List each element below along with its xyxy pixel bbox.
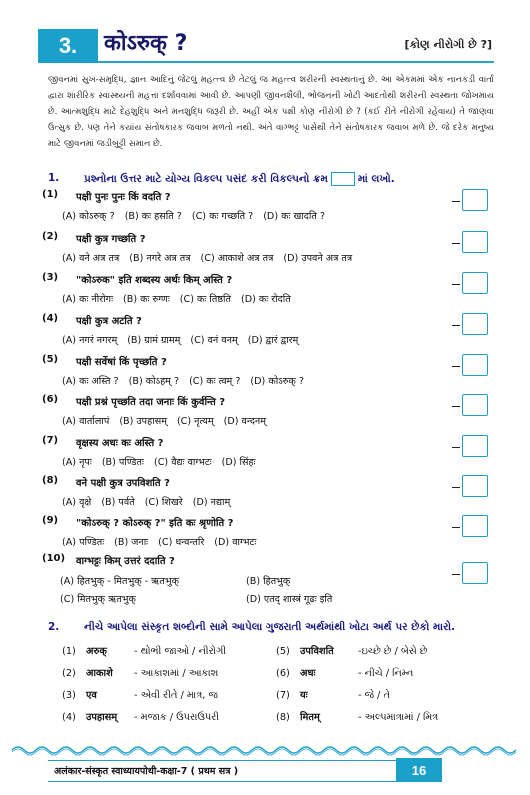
option-b: (B) पण्डितः [101,457,144,468]
option-a: (A) कः नीरोगः [62,294,114,305]
question-text: वने पक्षी कुत्र उपविशति ? [76,478,170,489]
option-b: (B) नगरे अत्र तत्र [129,253,191,264]
question-text: "कोऽरुक् ? कोऽरुक् ?" इति कः श्रृणोति ? [76,518,234,529]
option-d: (D) सिंहः [221,457,256,468]
vocab-number: (3) [62,690,76,701]
question-text: पक्षी कुत्र गच्छति ? [76,234,146,245]
option-d: (D) एतद् शास्त्रं गूढः इति [246,594,333,605]
option-d: (D) द्वारं द्वारम् [247,335,299,346]
vocab-word: उपहासम् [86,712,118,723]
answer-dash [452,366,460,367]
vocab-word: यः [300,690,308,701]
vocab-word: अरुक् [86,646,107,657]
question-8 [42,475,452,515]
vocab-meaning[interactable]: - નીચે / નિમ્ન [358,668,414,679]
section-2-heading [48,621,494,637]
option-d: (D) वाग्भटः [214,537,257,548]
answer-dash [452,487,460,488]
vocab-number: (5) [276,646,290,657]
question-9 [42,515,452,555]
answer-dash [452,284,460,285]
vocab-item [276,644,427,657]
option-a: (A) हितभुक् - मितभुक् - ऋतभुक् [60,576,179,587]
question-number: (8) [42,475,59,486]
question-options [62,209,335,222]
chapter-title: कोऽरुक् ? [104,31,188,56]
question-7 [42,435,452,475]
vocab-number: (1) [62,646,76,657]
inline-answer-box [331,172,355,186]
option-b: (B) ग्रामं ग्रामम् [127,335,181,346]
option-a: (A) नगरं नगरम् [62,335,118,346]
vocab-meaning[interactable]: - એવી રીતે / માત્ર, જ [134,690,218,701]
vocab-meaning[interactable]: - અલ્પમાત્રામાં / મિત્ર [358,712,439,723]
question-number: (6) [42,394,59,405]
question-number: (9) [42,515,59,526]
section-1-heading [48,172,494,188]
question-text: वाग्भट्टः किम् उत्तरं ददाति ? [76,556,175,567]
question-options [62,374,314,387]
answer-dash [452,325,460,326]
option-c: (C) धन्वन्तरि [158,537,205,548]
answer-box-6[interactable] [462,394,488,416]
vocab-meaning[interactable]: - જે / તે [358,690,390,701]
option-c: (C) वनं वनम् [190,335,238,346]
question-options [62,535,266,548]
option-a: (A) कः अस्ति ? [62,376,119,387]
answer-dash [452,527,460,528]
option-b: (B) जनाः [114,537,149,548]
option-d: (D) कः खादति ? [263,211,325,222]
question-3 [42,272,452,312]
answer-dash [452,447,460,448]
vocab-item [276,666,413,679]
vocab-item [62,710,219,723]
vocab-item [62,666,218,679]
vocab-number: (2) [62,668,76,679]
answer-box-9[interactable] [462,515,488,537]
answer-dash [452,201,460,202]
question-number: (2) [42,231,59,242]
option-a: (A) पण्डितः [62,537,105,548]
answer-dash [452,406,460,407]
option-b: (B) पर्वते [101,497,135,508]
option-c: (C) नृत्यम् [176,416,214,427]
vocab-meaning[interactable]: - મજાક / ઉપરાઉપરી [134,712,219,723]
option-d: (D) नद्याम् [192,497,231,508]
question-text: पक्षी सर्वेषां किं पृच्छति ? [76,357,167,368]
question-6 [42,394,452,434]
option-c: (C) कः तिष्ठति [179,294,231,305]
option-a: (A) नृपः [62,457,92,468]
answer-box-4[interactable] [462,313,488,335]
question-options [62,495,240,508]
question-number: (3) [42,272,59,283]
option-c: (C) शिखरे [144,497,183,508]
intro-paragraph: જીવનમાં સુખ-સમૃદ્ધિ, જ્ઞાન આદિનું જેટલું મહત્ત્વ છે તેટલું જ મહત્ત્વ શરીરની સ્વસ્થતાનું છે. આ એકમમાં એક નાનકડી વાર્તા દ્વારા શારીરિક સ્વાસ્થ્યની મહત્તા દર્શાવવામાં આવી છે. આપણી જીવનશૈલી, ભોજનની ખોટી આદતોથી શરીરની સ્વસ્થતા જોખમાય છે. આત્મશુદ્ધિ માટે દેહશુદ્ધિ અને મનશુદ્ધિ જરૂરી છે. અહીં એક પક્ષી કોણ નીરોગી છે ? (કઈ રીતે નીરોગી રહેવાય) તે જાણવા ઉત્સુક છે. પણ તેને કયાંય સંતોષકારક જવાબ મળતો નથી. અંતે વાગ્ભટ્ટ પાસેથી તેને સંતોષકારક જવાબ મળે છે. જે દરેક મનુષ્ય માટે જીવનમાં જડીબુટ્ટી સમાન છે. [48,75,494,149]
question-number: (7) [42,435,59,446]
question-text: "कोऽरुक" इति शब्दस्य अर्थः किम् अस्ति ? [76,275,233,286]
option-d: (D) उपवने अत्र तत्र [283,253,353,264]
vocab-word: उपविशति [300,646,334,657]
vocab-word: अधः [300,668,316,679]
vocab-meaning[interactable]: -ઇચ્છે છે / બેસે છે [358,646,428,657]
option-c: (C) कः गच्छति ? [191,211,254,222]
question-text: पक्षी पुनः पुनः किं वदति ? [76,192,171,203]
chapter-subtitle: [કોણ નીરોગી છે ?] [404,38,492,51]
answer-box-2[interactable] [462,231,488,253]
decorative-wave-divider [12,744,518,756]
answer-box-3[interactable] [462,272,488,294]
question-options [62,455,266,468]
question-text: पक्षी प्रश्नं पृच्छति तदा जनाः किं कुर्वन्ति ? [76,397,226,408]
question-options [62,292,301,305]
answer-dash [452,243,460,244]
answer-box-1[interactable] [462,189,488,211]
option-b: (B) हितभुक् [246,576,291,587]
option-d: (D) वन्दनम् [223,416,266,427]
option-a: (A) वने अत्र तत्र [62,253,120,264]
option-b: (B) कः रुग्णः [123,294,170,305]
section-1-text-b: માં લખો. [357,173,395,185]
question-number: (4) [42,313,59,324]
option-a: (A) वार्तालापं [62,416,110,427]
vocab-word: मितम् [300,712,320,723]
answer-dash [452,574,460,575]
question-2 [42,231,452,271]
option-a: (A) कोऽरुक् ? [62,211,115,222]
option-c: (C) वैद्यः वाग्भटः [153,457,212,468]
option-c: (C) कः त्वम् ? [189,376,241,387]
answer-box-8[interactable] [462,475,488,497]
option-c: (C) मितभुक् ऋतभुक् [60,594,136,605]
question-number: (10) [42,553,66,564]
answer-box-10[interactable] [462,562,488,584]
section-1-instruction [84,172,395,186]
vocab-item [276,710,438,723]
option-b: (B) कः हसति ? [124,211,182,222]
answer-box-5[interactable] [462,354,488,376]
question-5 [42,354,452,394]
question-number: (1) [42,189,59,200]
question-text: पक्षी कुत्र अटति ? [76,316,142,327]
vocab-meaning[interactable]: - આકાશમાં / આકાશ [134,668,219,679]
question-text: वृक्षस्य अधः कः अस्ति ? [76,438,164,449]
footer-text: अलंकार-संस्कृत स्वाध्यायपोथी-कक्षा-7 ( प्रथम सत्र ) [54,766,239,777]
section-2-number: 2. [48,621,60,633]
vocab-number: (4) [62,712,76,723]
answer-box-7[interactable] [462,435,488,457]
question-number: (5) [42,354,59,365]
section-2-instruction: નીચે આપેલા સંસ્કૃત શબ્દોની સામે આપેલા ગુજરાતી અર્થમાંથી ખોટા અર્થ પર છેકો મારો. [84,621,456,633]
option-a: (A) वृक्षे [62,497,92,508]
question-1 [42,189,452,229]
vocab-meaning[interactable]: - થોભી જાઓ / નીરોગી [134,646,227,657]
option-b: (B) उपहासम् [119,416,167,427]
section-1-number: 1. [48,172,60,184]
vocab-number: (8) [276,712,290,723]
vocab-word: एव [86,690,97,701]
question-options [62,333,308,346]
question-options [62,414,276,427]
vocab-number: (7) [276,690,290,701]
vocab-word: आकाशे [86,668,113,679]
page-number: 16 [396,758,442,782]
option-c: (C) आकाशे अत्र तत्र [200,253,274,264]
section-1-text-a: પ્રશ્નોના ઉત્તર માટે યોગ્ય વિકલ્પ પસંદ કરી વિકલ્પનો ક્રમ [84,173,328,185]
vocab-number: (6) [276,668,290,679]
vocab-item [276,688,390,701]
page-footer [48,760,442,782]
option-d: (D) कः रोदति [240,294,291,305]
question-4 [42,313,452,353]
question-options [62,251,362,264]
option-b: (B) कोऽहम् ? [128,376,180,387]
option-d: (D) कोऽरुक् ? [250,376,304,387]
vocab-item [62,644,226,657]
vocab-item [62,688,218,701]
chapter-number: 3. [38,29,98,63]
